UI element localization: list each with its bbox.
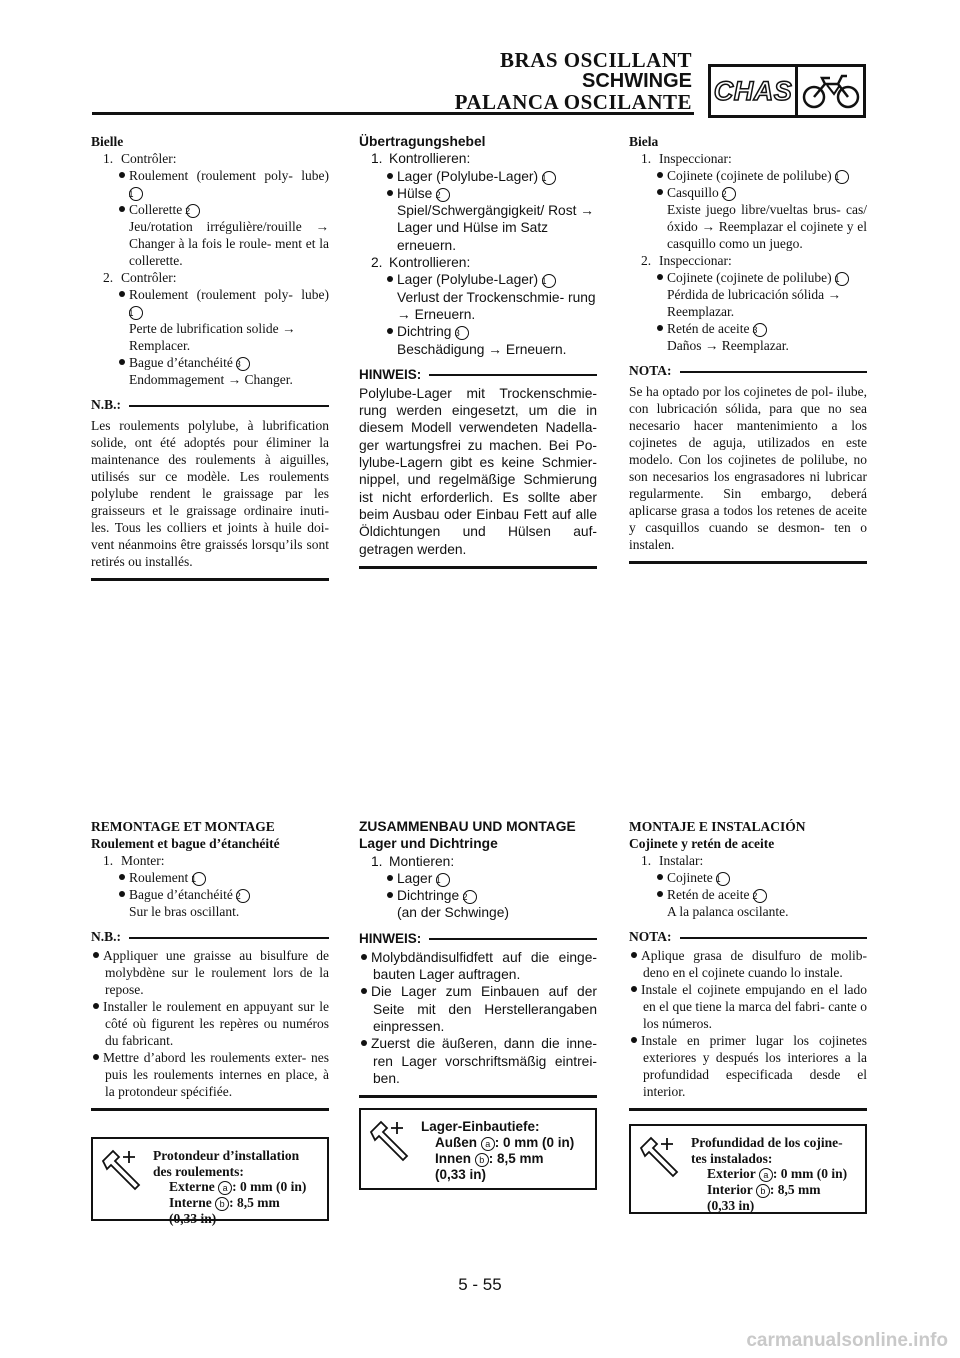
heading: Biela (629, 134, 659, 149)
bottom-column-fr: REMONTAGE ET MONTAGE Roulement et bague d’étanchéité 1. Monter: Roulement 1 Bague d’étanchéité 2 Sur le bras oscillant. N.B.: Appliquer une graisse au bisulfure de molybdène sur le roulement lors de la repose. Installer le roulement en appuyant sur le côté où figurent les repères ou numéros du fabricant. Mettre d’abord les roulements exter- nes puis les roulements internes en place, à la protondeur spécifiée. (91, 818, 329, 1111)
note-text: Se ha optado por los cojinetes de pol- ilube, con lubricación sólida, para que no sea necesario hacer mantenimiento a los cojinetes de aguja, utilizados en este modelo. Con los cojinetes de polilube, no son necesarios los engrasadores ni lubricar regularmente. Sin embargo, deberá aplicarse grasa a todos los retenes de aceite y casquillos cuando se desmon- ten o instalen. (629, 384, 867, 552)
top-column-fr: Bielle 1. Contrôler: Roulement (roulement poly- lube) 1 Collerette 2 Jeu/rotation irrégulière/rouille → Changer à la fois le roule- ment et la collerette. 2. Contrôler: Roulement (roulement poly- lube) 1 Perte de lubrification solide → Remplacer. Bague d’étanchéité 3 Endommagement → Changer. N.B.: Les roulements polylube, à lubrification solide, ont été adoptés pour éliminer la maintenance des roulements à aiguilles, utilisés sur ce modèle. Les roulements polylube rendent le graissage par les graisseurs et le graissage ordinaire inuti- les. Tous les colliers et joints à huile doi- vent néanmoins être graissés lorsqu’ils sont retirés ou installés. (91, 133, 329, 581)
header-rule (92, 112, 694, 115)
note-text: Les roulements polylube, à lubrification solide, ont été adoptés pour éliminer la maintenance des roulements à aiguilles, utilisés sur ce modèle. Les roulements polylube rendent le graissage par les graisseurs et le graissage ordinaire inuti- les. Tous les colliers et joints à huile doi- vent néanmoins être graissés lorsqu’ils sont retirés ou installés. (91, 418, 329, 569)
top-column-es: Biela 1. Inspeccionar: Cojinete (cojinete de polilube) 1 Casquillo 2 Existe juego libre/vueltas brus- cas/óxido → Reemplazar el cojinete y el casquillo como un juego. 2. Inspeccionar: Cojinete (cojinete de polilube) 1 Pérdida de lubricación sólida → Reemplazar. Retén de aceite 3 Daños → Reemplazar. NOTA: Se ha optado por los cojinetes de pol- ilube, con lubricación sólida, para que no sea necesario hacer mantenimiento a los cojinetes de aguja, utilizados en este modelo. Con los cojinetes de polilube, no son necesarios los engrasadores ni lubricar regularmente. Sin embargo, deberá aplicarse grasa a todos los retenes de aceite y casquillos cuando se desmon- ten o instalen. (629, 133, 867, 564)
subheading: Lager und Dichtringe (359, 836, 498, 852)
subheading: Cojinete y retén de aceite (629, 836, 775, 851)
note-header: N.B.: (91, 396, 329, 413)
note-header: N.B.: (91, 928, 329, 945)
footer-watermark: carmanualsonline.info (746, 1330, 948, 1351)
section-titles (455, 50, 692, 113)
subheading: Roulement et bague d’étanchéité (91, 836, 280, 851)
top-column-de: Übertragungshebel 1. Kontrollieren: Lager (Polylube-Lager) 1 Hülse 2 Spiel/Schwergängigkeit/ Rost → Lager und Hülse im Satz erneuern. 2. Kontrollieren: Lager (Polylube-Lager) 1 Verlust der Trockenschmie- rung → Erneuern. Dichtring 3 Beschädigung → Erneuern. HINWEIS: Polylube-Lager mit Trockenschmie- rung werden eingesetzt, um die in diesem Modell verwendeten Nadella- ger wartungsfrei zu machen. Bei Po- lylube-Lagern gibt es keine Schmier- nippel, und regelmäßige Schmierung ist nicht erforderlich. Es sollte aber beim Ausbau oder Einbau Fett auf alle Öldichtungen und Hülsen auf- getragen werden. (359, 133, 597, 569)
heading: Übertragungshebel (359, 134, 486, 149)
section-title-es: PALANCA OSCILANTE (454, 90, 692, 114)
page-number: 5 - 55 (458, 1275, 502, 1294)
motorcycle-icon (795, 67, 863, 115)
note-header: HINWEIS: (359, 366, 597, 383)
wrench-icon (99, 1147, 143, 1191)
spec-box-fr: Protondeur d’installation des roulements: Externe a : 0 mm (0 in) Interne b : 8,5 mm (0,33 in) (91, 1137, 329, 1221)
section-badge-label: CHAS (713, 75, 793, 106)
section-badge (708, 64, 866, 118)
note-header: NOTA: (629, 928, 867, 945)
heading: MONTAJE E INSTALACIÓN (629, 819, 806, 834)
heading: ZUSAMMENBAU UND MONTAGE (359, 819, 576, 834)
section-title-de: SCHWINGE (582, 70, 692, 92)
spec-box-de: Lager-Einbautiefe: Außen a : 0 mm (0 in) Innen b : 8,5 mm (0,33 in) (359, 1108, 597, 1190)
heading: Bielle (91, 134, 124, 149)
bottom-column-es: MONTAJE E INSTALACIÓN Cojinete y retén de aceite 1. Instalar: Cojinete 1 Retén de aceite 2 A la palanca oscilante. NOTA: Aplique grasa de disulfuro de molib- deno en el cojinete cuando lo instale. Instale el cojinete empujando en el lado en el que tiene la marca del fabri- cante o los números. Instale en primer lugar los cojinetes exteriores y después los interiores a la profundidad especificada desde el interior. (629, 818, 867, 1111)
heading: REMONTAGE ET MONTAGE (91, 819, 275, 834)
bottom-column-de: ZUSAMMENBAU UND MONTAGE Lager und Dichtringe 1. Montieren: Lager 1 Dichtringe 2 (an der Schwinge) HINWEIS: Molybdändisulfidfett auf die einge- bauten Lager auftragen. Die Lager zum Einbauen auf der Seite mit den Herstellerangaben einpressen. Zuerst die äußeren, dann die inne- ren Lager vorschriftsmäßig eintrei- ben. (359, 818, 597, 1098)
note-header: NOTA: (629, 362, 867, 379)
note-text: Polylube-Lager mit Trockenschmie- rung werden eingesetzt, um die in diesem Modell verwendeten Nadella- ger wartungsfrei zu machen. Bei Po- lylube-Lagern gibt es keine Schmier- nippel, und regelmäßige Schmierung ist nicht erforderlich. Es sollte aber beim Ausbau oder Einbau Fett auf alle Öldichtungen und Hülsen auf- getragen werden. (359, 385, 597, 557)
note-header: HINWEIS: (359, 930, 597, 947)
wrench-icon (367, 1118, 411, 1162)
wrench-icon (637, 1134, 681, 1178)
spec-box-es: Profundidad de los cojine- tes instalados: Exterior a : 0 mm (0 in) Interior b : 8,5 mm (0,33 in) (629, 1124, 867, 1214)
section-title-fr: BRAS OSCILLANT (500, 48, 692, 72)
